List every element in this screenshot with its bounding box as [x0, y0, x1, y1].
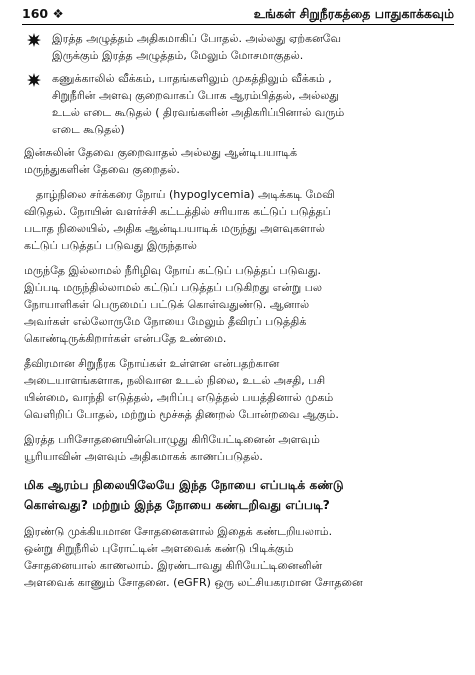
bullet-item	[24, 70, 452, 138]
text-line: உடல் எடை கூடுதல் ( திரவங்களின் அதிகரிப்பினால் வரும்	[52, 106, 345, 119]
text-line: அடையாளங்களாக, நலிவான உடல் நிலை, உடல் அசதி, பசி	[24, 374, 326, 387]
text-line: இரத்த பரிசோதனையின்பொழுது கிரியேட்டினைன் அளவும்	[24, 433, 320, 446]
text-line: சோதனையால் காணலாம். இரண்டாவது கிரியேட்டினைனின்	[24, 559, 323, 572]
text-line: கணுக்காலில் வீக்கம், பாதங்களிலும் முகத்திலும் வீக்கம் ,	[52, 72, 332, 85]
text-line: எடை கூடுதல்)	[52, 123, 125, 136]
running-header	[22, 4, 454, 24]
paragraph	[24, 262, 452, 347]
paragraph	[24, 186, 452, 254]
text-line: படாத நிலையில், அதிக ஆன்டிபயாடிக் மருந்து அளவுகளால்	[24, 222, 325, 235]
text-line: வெளிறிப் போதல், மற்றும் மூச்சுத் திணறல் போன்றவை ஆகும்.	[24, 408, 339, 421]
text-line: கட்டுப் படுத்தப் படுவது இருந்தால்	[24, 239, 197, 252]
text-line: தீவிரமான சிறுநீரக நோய்கள் உள்ளன என்பதற்கான	[24, 357, 280, 370]
text-line: கொண்டிருக்கிறார்கள் என்பதே உண்மை.	[24, 332, 227, 345]
page-body	[24, 30, 452, 599]
text-line: ஒன்று சிறுநீரில் புரோட்டின் அளவைக் கண்டு பிடிக்கும்	[24, 542, 294, 555]
page-number: 160 ❖	[22, 6, 64, 21]
heading-line: மிக ஆரம்ப நிலையிலேயே இந்த நோயை எப்படிக் கண்டு	[24, 478, 344, 492]
text-line: அளவைக் காணும் சோதனை. (eGFR) ஒரு லட்சியகரமான சோதனை	[24, 576, 363, 589]
text-line: இரத்த அழுத்தம் அதிகமாகிப் போதல். அல்லது ஏற்கனவே	[52, 32, 342, 45]
star-burst-icon	[27, 33, 41, 47]
paragraph	[24, 355, 452, 423]
running-title: உங்கள் சிறுநீரகத்தை பாதுகாக்கவும்	[253, 6, 454, 21]
text-line: தாழ்நிலை சர்க்கரை நோய் (hypoglycemia) அடிக்கடி மேவி	[36, 188, 335, 201]
text-line: மருந்துகளின் தேவை குறைதல்.	[24, 163, 180, 176]
paragraph	[24, 431, 452, 465]
text-line: யின்மை, வாந்தி எடுத்தல், அரிப்பு எடுத்தல் பயத்தினால் முகம்	[24, 391, 334, 404]
text-line: விடுதல். நோயின் வளர்ச்சி கட்டத்தில் சரியாக கட்டுப் படுத்தப்	[24, 205, 331, 218]
bullet-item	[24, 30, 452, 64]
text-line: இரண்டு முக்கியமான சோதனைகளால் இதைக் கண்டறியலாம்.	[24, 525, 333, 538]
header-rule	[22, 24, 454, 25]
text-line: இப்படி மருந்தில்லாமல் கட்டுப் படுத்தப் படுகிறது என்று பல	[24, 281, 323, 294]
text-line: நோயாளிகள் பெருமைப் பட்டுக் கொள்வதுண்டு. ஆனால்	[24, 298, 310, 311]
text-line: இன்சுலின் தேவை குறைவாதல் அல்லது ஆன்டிபயாடிக்	[24, 146, 298, 159]
section-heading	[24, 475, 452, 515]
text-line: யூரியாவின் அளவும் அதிகமாகக் காணப்படுதல்.	[24, 450, 263, 463]
text-line: அவர்கள் எல்லோருமே நோயை மேலும் தீவிரப் படுத்திக்	[24, 315, 307, 328]
text-line: மருந்தே இல்லாமல் நீரிழிவு நோய் கட்டுப் படுத்தப் படுவது.	[24, 264, 321, 277]
text-line: சிறுநீரின் அளவு குறைவாகப் போக ஆரம்பித்தல், அல்லது	[52, 89, 339, 102]
paragraph	[24, 523, 452, 591]
star-burst-icon	[27, 73, 41, 87]
paragraph	[24, 144, 452, 178]
heading-line: கொள்வது? மற்றும் இந்த நோயை கண்டறிவது எப்படி?	[24, 498, 330, 512]
text-line: இருக்கும் இரத்த அழுத்தம், மேலும் மோசமாகுதல்.	[52, 49, 304, 62]
